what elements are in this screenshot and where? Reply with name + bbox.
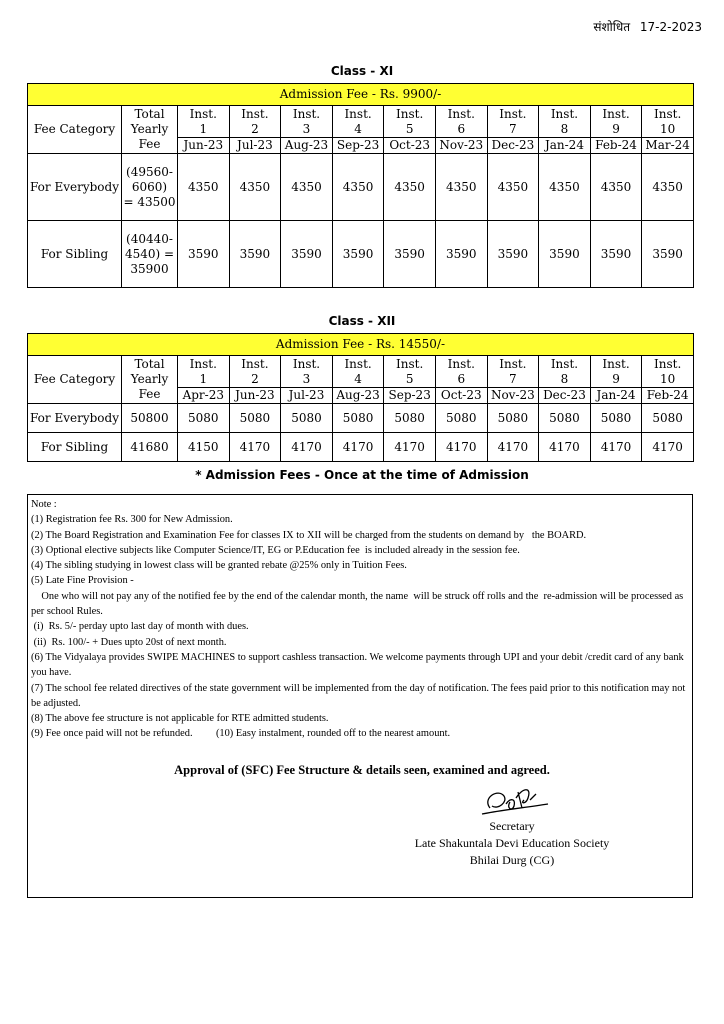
class-xii-title: Class - XII [328, 314, 396, 328]
revised-date: 17-2-2023 [639, 20, 702, 34]
installment-amount-cell: 3590 [487, 221, 539, 288]
inst-num: 9 [612, 121, 620, 136]
installment-header [539, 106, 591, 154]
installment-header [178, 356, 230, 404]
total-yearly-fee-header [122, 106, 178, 154]
installment-amount-cell: 3590 [642, 221, 694, 288]
installment-month: Jan-24 [539, 137, 590, 153]
note-line: (4) The sibling studying in lowest class will be granted rebate @25% only in Tuition Fees. [31, 560, 407, 572]
installment-label [591, 357, 642, 387]
installment-amount-cell: 3590 [229, 221, 281, 288]
cell-text: Total [134, 107, 165, 121]
inst-text: Inst. [396, 106, 424, 121]
inst-num: 7 [509, 121, 517, 136]
inst-text: Inst. [447, 106, 475, 121]
signatory-org: Late Shakuntala Devi Education Society [414, 836, 610, 850]
cell-text: 4540) = [124, 246, 175, 261]
installment-month: Jul-23 [230, 137, 281, 153]
total-fee-cell [122, 221, 178, 288]
installment-label [642, 357, 693, 387]
installment-header [178, 106, 230, 154]
installment-amount-cell: 4170 [642, 433, 694, 462]
installment-header [487, 106, 539, 154]
installment-amount-cell: 3590 [332, 221, 384, 288]
cell-text: Fee Category [33, 372, 116, 386]
inst-num: 1 [199, 121, 208, 136]
inst-text: Inst. [241, 356, 269, 371]
installment-label [539, 107, 590, 137]
header-row [28, 106, 694, 154]
installment-amount-cell: 5080 [178, 404, 230, 433]
installment-header [539, 356, 591, 404]
installment-label [539, 357, 590, 387]
installment-label [178, 107, 229, 137]
class-xii-fee-table [27, 333, 694, 462]
note-line: (5) Late Fine Provision - [31, 575, 134, 587]
installment-amount-cell: 4350 [229, 154, 281, 221]
signature-block [362, 778, 662, 869]
installment-month: Jun-23 [178, 137, 229, 153]
fee-category-cell: For Everybody [28, 154, 122, 221]
installment-header [332, 356, 384, 404]
admission-row [28, 84, 694, 106]
signatory-title: Secretary [489, 819, 535, 833]
table-row [28, 154, 694, 221]
installment-amount-cell: 4350 [435, 154, 487, 221]
installment-label [436, 357, 487, 387]
admission-fee-cell: Admission Fee - Rs. 14550/- [28, 334, 694, 356]
cell-text: Yearly [130, 372, 169, 386]
installment-label [642, 107, 693, 137]
installment-amount-cell: 4350 [178, 154, 230, 221]
class-xi-title: Class - XI [330, 64, 394, 78]
installment-label [384, 357, 435, 387]
installment-amount-cell: 5080 [590, 404, 642, 433]
installment-amount-cell: 4350 [539, 154, 591, 221]
installment-header [435, 106, 487, 154]
installment-header [590, 106, 642, 154]
inst-num: 4 [354, 371, 362, 386]
installment-amount-cell: 5080 [281, 404, 333, 433]
installment-month: Apr-23 [178, 387, 229, 403]
installment-header [229, 356, 281, 404]
inst-num: 10 [660, 121, 676, 136]
approval-statement: Approval of (SFC) Fee Structure & details seen, examined and agreed. [174, 763, 550, 777]
cell-text: Total [134, 357, 165, 371]
inst-text: Inst. [602, 356, 630, 371]
inst-num: 6 [457, 371, 466, 386]
cell-text: Fee [138, 137, 161, 151]
installment-label [436, 107, 487, 137]
cell-text: (40440- [126, 231, 173, 246]
installment-amount-cell: 4170 [487, 433, 539, 462]
installment-label [178, 357, 229, 387]
note-line: (ii) Rs. 100/- + Dues upto 20st of next month. [31, 636, 227, 648]
installment-month: Mar-24 [642, 137, 693, 153]
installment-amount-cell: 4350 [332, 154, 384, 221]
cell-text: Fee [138, 387, 161, 401]
inst-text: Inst. [550, 106, 579, 121]
installment-month: Feb-24 [642, 387, 693, 403]
installment-header [642, 106, 694, 154]
installment-header [487, 356, 539, 404]
signatory-place: Bhilai Durg (CG) [469, 853, 555, 867]
inst-text: Inst. [499, 106, 527, 121]
inst-text: Inst. [396, 356, 424, 371]
cell-text: 50800 [130, 410, 169, 425]
fee-category-cell: For Everybody [28, 404, 122, 433]
installment-header [229, 106, 281, 154]
cell-text: 41680 [130, 439, 169, 454]
inst-num: 1 [199, 371, 208, 386]
table-row [28, 433, 694, 462]
inst-num: 8 [560, 121, 569, 136]
inst-text: Inst. [344, 356, 372, 371]
installment-label [488, 357, 539, 387]
installment-header [281, 356, 333, 404]
note-line: (i) Rs. 5/- perday upto last day of month with dues. [31, 621, 249, 633]
inst-num: 7 [509, 371, 517, 386]
fee-category-cell: For Sibling [28, 221, 122, 288]
installment-amount-cell: 5080 [332, 404, 384, 433]
installment-month: Nov-23 [488, 387, 539, 403]
installment-header [642, 356, 694, 404]
installment-label [384, 107, 435, 137]
total-yearly-fee-header [122, 356, 178, 404]
notes-heading: Note : [31, 499, 57, 510]
admission-fee-note: * Admission Fees - Once at the time of Admission [195, 468, 529, 482]
installment-amount-cell: 4170 [435, 433, 487, 462]
installment-header [590, 356, 642, 404]
installment-label [333, 357, 384, 387]
header-row [28, 356, 694, 404]
fee-category-cell: For Sibling [28, 433, 122, 462]
installment-amount-cell: 4170 [229, 433, 281, 462]
signature-mark [452, 778, 572, 822]
inst-num: 6 [457, 121, 466, 136]
inst-num: 8 [560, 371, 569, 386]
installment-amount-cell: 4350 [281, 154, 333, 221]
note-line: (6) The Vidyalaya provides SWIPE MACHINES to support cashless transaction. We welcome payments through UPI and your debit /credit card of any bank you have. [31, 651, 687, 679]
fee-category-header [28, 356, 122, 404]
inst-text: Inst. [189, 356, 217, 371]
fee-category-header [28, 106, 122, 154]
installment-amount-cell: 4170 [332, 433, 384, 462]
inst-num: 2 [251, 121, 259, 136]
inst-num: 3 [302, 121, 311, 136]
inst-text: Inst. [499, 356, 527, 371]
installment-label [333, 107, 384, 137]
inst-text: Inst. [654, 356, 682, 371]
revised-date-stamp [593, 18, 702, 35]
installment-amount-cell: 3590 [281, 221, 333, 288]
cell-text: 6060) [131, 179, 168, 194]
cell-text: 35900 [130, 261, 169, 276]
note-line: (8) The above fee structure is not applicable for RTE admitted students. [31, 713, 329, 725]
class-xi-fee-table [27, 83, 694, 288]
installment-amount-cell: 3590 [590, 221, 642, 288]
inst-text: Inst. [189, 106, 217, 121]
note-line: One who will not pay any of the notified fee by the end of the calendar month, the name will be struck off rolls and the re-admission will be processed as per school Rules. [31, 590, 686, 618]
installment-header [384, 106, 436, 154]
admission-row [28, 334, 694, 356]
installment-month: Jun-23 [230, 387, 281, 403]
installment-month: Dec-23 [539, 387, 590, 403]
installment-amount-cell: 5080 [539, 404, 591, 433]
installment-amount-cell: 5080 [487, 404, 539, 433]
installment-amount-cell: 5080 [384, 404, 436, 433]
installment-amount-cell: 5080 [229, 404, 281, 433]
inst-text: Inst. [292, 106, 321, 121]
installment-amount-cell: 4350 [642, 154, 694, 221]
installment-amount-cell: 4170 [590, 433, 642, 462]
installment-label [230, 357, 281, 387]
installment-amount-cell: 4350 [487, 154, 539, 221]
installment-month: Jan-24 [591, 387, 642, 403]
table-row [28, 404, 694, 433]
installment-label [281, 107, 332, 137]
installment-month: Oct-23 [436, 387, 487, 403]
installment-amount-cell: 5080 [642, 404, 694, 433]
installment-amount-cell: 3590 [539, 221, 591, 288]
installment-header [435, 356, 487, 404]
table-row [28, 221, 694, 288]
installment-month: Feb-24 [591, 137, 642, 153]
total-fee-cell [122, 404, 178, 433]
installment-amount-cell: 4350 [590, 154, 642, 221]
installment-month: Jul-23 [281, 387, 332, 403]
inst-text: Inst. [550, 356, 579, 371]
inst-text: Inst. [447, 356, 475, 371]
inst-text: Inst. [602, 106, 630, 121]
installment-label [488, 107, 539, 137]
installment-month: Aug-23 [333, 387, 384, 403]
cell-text: = 43500 [123, 194, 176, 209]
installment-amount-cell: 4170 [539, 433, 591, 462]
installment-amount-cell: 4350 [384, 154, 436, 221]
cell-text: Fee Category [33, 122, 116, 136]
installment-label [281, 357, 332, 387]
installment-month: Sep-23 [384, 387, 435, 403]
installment-amount-cell: 5080 [435, 404, 487, 433]
installment-amount-cell: 3590 [435, 221, 487, 288]
inst-text: Inst. [654, 106, 682, 121]
inst-num: 2 [251, 371, 259, 386]
note-line: (2) The Board Registration and Examination Fee for classes IX to XII will be charged from the students on demand by the BOARD. [31, 529, 587, 541]
installment-amount-cell: 4170 [384, 433, 436, 462]
installment-month: Sep-23 [333, 137, 384, 153]
inst-text: Inst. [241, 106, 269, 121]
installment-month: Nov-23 [436, 137, 487, 153]
inst-num: 4 [354, 121, 362, 136]
installment-label [230, 107, 281, 137]
note-line: (9) Fee once paid will not be refunded. (10) Easy instalment, rounded off to the nearest amount. [31, 728, 451, 740]
total-fee-cell [122, 433, 178, 462]
inst-num: 5 [405, 121, 414, 136]
total-fee-cell [122, 154, 178, 221]
installment-header [384, 356, 436, 404]
inst-text: Inst. [344, 106, 372, 121]
installment-month: Aug-23 [281, 137, 332, 153]
installment-amount-cell: 4170 [281, 433, 333, 462]
inst-num: 5 [405, 371, 414, 386]
installment-amount-cell: 3590 [178, 221, 230, 288]
cell-text: (49560- [126, 164, 173, 179]
note-line: (1) Registration fee Rs. 300 for New Admission. [31, 514, 233, 526]
installment-label [591, 107, 642, 137]
inst-num: 3 [302, 371, 311, 386]
inst-text: Inst. [292, 356, 321, 371]
admission-fee-cell: Admission Fee - Rs. 9900/- [28, 84, 694, 106]
cell-text: Yearly [130, 122, 169, 136]
installment-header [332, 106, 384, 154]
note-line: (3) Optional elective subjects like Computer Science/IT, EG or P.Education fee is included already in the session fee. [31, 544, 520, 556]
installment-amount-cell: 4150 [178, 433, 230, 462]
installment-amount-cell: 3590 [384, 221, 436, 288]
inst-num: 10 [660, 371, 676, 386]
installment-month: Dec-23 [488, 137, 539, 153]
installment-header [281, 106, 333, 154]
inst-num: 9 [612, 371, 620, 386]
note-line: (7) The school fee related directives of the state government will be implemented from the day of notification. The fees paid prior to this notification may not be adjusted. [31, 682, 688, 709]
installment-month: Oct-23 [384, 137, 435, 153]
revised-label: संशोधित [593, 20, 631, 34]
